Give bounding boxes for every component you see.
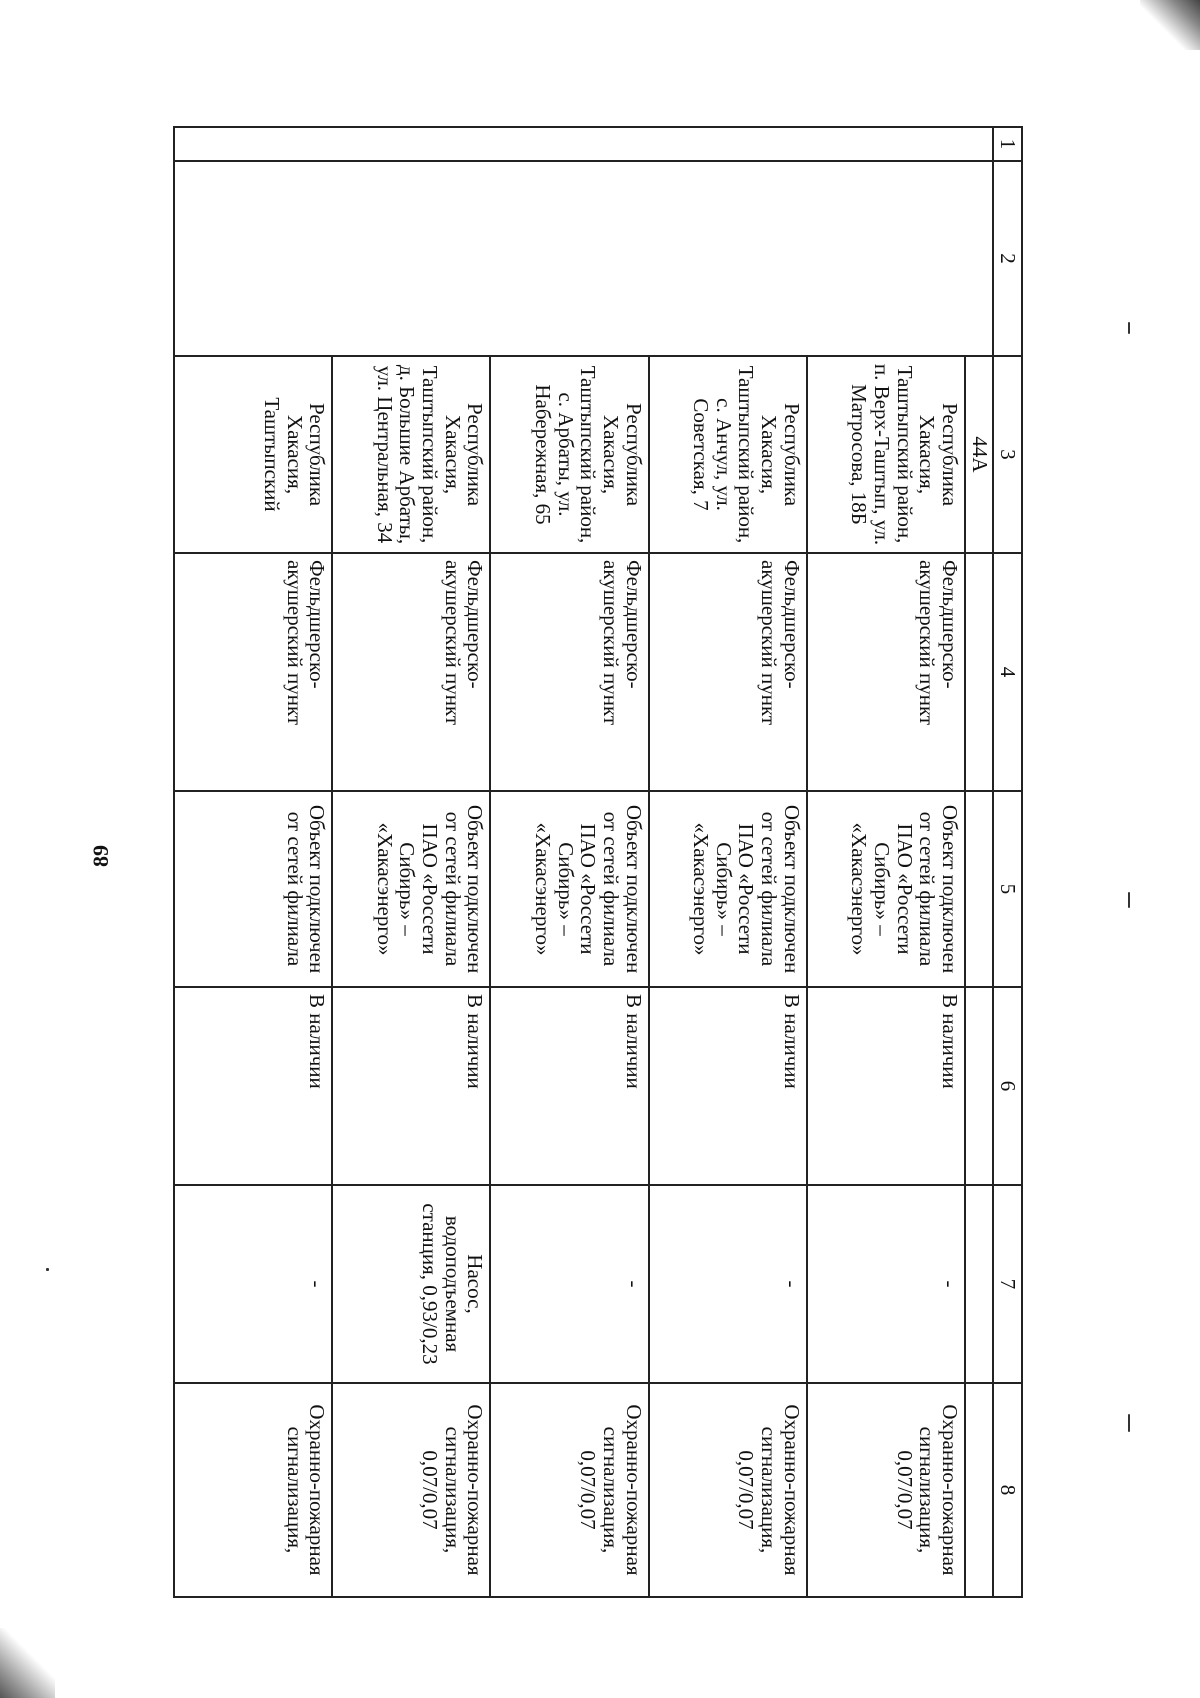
- address-cell: Республика Хакасия, Таштыпский район, п. Верх-Таштып, ул. Матросова, 18Б: [807, 356, 965, 553]
- col-header: 8: [993, 1383, 1022, 1597]
- col-header: 3: [993, 356, 1022, 553]
- table-cell: [965, 1185, 993, 1383]
- equipment-cell: -: [649, 1185, 807, 1383]
- scan-speck: [1128, 322, 1130, 334]
- power-supply-cell: Объект подключен от сетей филиала ПАО «Россети Сибирь» – «Хакасэнерго»: [490, 791, 648, 987]
- scan-corner-shadow-bottom: [0, 1628, 55, 1698]
- object-type-cell: Фельдшерско-акушерский пункт: [332, 553, 490, 791]
- address-cell: Республика Хакасия, Таштыпский: [174, 356, 332, 553]
- continuation-cell: 44А: [965, 356, 993, 553]
- continuation-row: [965, 127, 993, 1597]
- availability-cell: В наличии: [490, 987, 648, 1185]
- address-cell: Республика Хакасия, Таштыпский район, д. Большие Арбаты, ул. Центральная, 34: [332, 356, 490, 553]
- scan-corner-shadow: [1140, 0, 1200, 50]
- table-cell-col2: [174, 161, 993, 356]
- security-cell: Охранно-пожарная сигнализация, 0,07/0,07: [490, 1383, 648, 1597]
- equipment-cell: Насос, водоподъемная станция, 0,93/0,23: [332, 1185, 490, 1383]
- availability-cell: В наличии: [807, 987, 965, 1185]
- table-cell: [965, 987, 993, 1185]
- page-number: 89: [88, 845, 113, 867]
- equipment-cell: -: [490, 1185, 648, 1383]
- scan-speck: [46, 1268, 49, 1271]
- security-cell: Охранно-пожарная сигнализация, 0,07/0,07: [807, 1383, 965, 1597]
- col-header: 1: [993, 127, 1022, 161]
- table-cell: [965, 1383, 993, 1597]
- equipment-cell: -: [174, 1185, 332, 1383]
- col-header: 2: [993, 161, 1022, 356]
- table-cell: [965, 791, 993, 987]
- header-row: [993, 127, 1022, 1597]
- availability-cell: В наличии: [649, 987, 807, 1185]
- table-cell: [965, 553, 993, 791]
- security-cell: Охранно-пожарная сигнализация,: [174, 1383, 332, 1597]
- col-header: 7: [993, 1185, 1022, 1383]
- power-supply-cell: Объект подключен от сетей филиала: [174, 791, 332, 987]
- power-supply-cell: Объект подключен от сетей филиала ПАО «Россети Сибирь» – «Хакасэнерго»: [332, 791, 490, 987]
- address-cell: Республика Хакасия, Таштыпский район, с. Арбаты, ул. Набережная, 65: [490, 356, 648, 553]
- object-type-cell: Фельдшерско-акушерский пункт: [490, 553, 648, 791]
- rotated-table-container: [173, 126, 1023, 1596]
- table-cell-col1: [174, 127, 993, 161]
- scan-speck: [1128, 1414, 1130, 1432]
- object-type-cell: Фельдшерско-акушерский пункт: [174, 553, 332, 791]
- facilities-table: [173, 126, 1023, 1598]
- object-type-cell: Фельдшерско-акушерский пункт: [807, 553, 965, 791]
- col-header: 5: [993, 791, 1022, 987]
- availability-cell: В наличии: [174, 987, 332, 1185]
- power-supply-cell: Объект подключен от сетей филиала ПАО «Россети Сибирь» – «Хакасэнерго»: [649, 791, 807, 987]
- availability-cell: В наличии: [332, 987, 490, 1185]
- power-supply-cell: Объект подключен от сетей филиала ПАО «Россети Сибирь» – «Хакасэнерго»: [807, 791, 965, 987]
- security-cell: Охранно-пожарная сигнализация, 0,07/0,07: [649, 1383, 807, 1597]
- equipment-cell: -: [807, 1185, 965, 1383]
- object-type-cell: Фельдшерско-акушерский пункт: [649, 553, 807, 791]
- col-header: 4: [993, 553, 1022, 791]
- address-cell: Республика Хакасия, Таштыпский район, с. Анчул, ул. Советская, 7: [649, 356, 807, 553]
- col-header: 6: [993, 987, 1022, 1185]
- scan-speck: [1128, 892, 1130, 908]
- security-cell: Охранно-пожарная сигнализация, 0,07/0,07: [332, 1383, 490, 1597]
